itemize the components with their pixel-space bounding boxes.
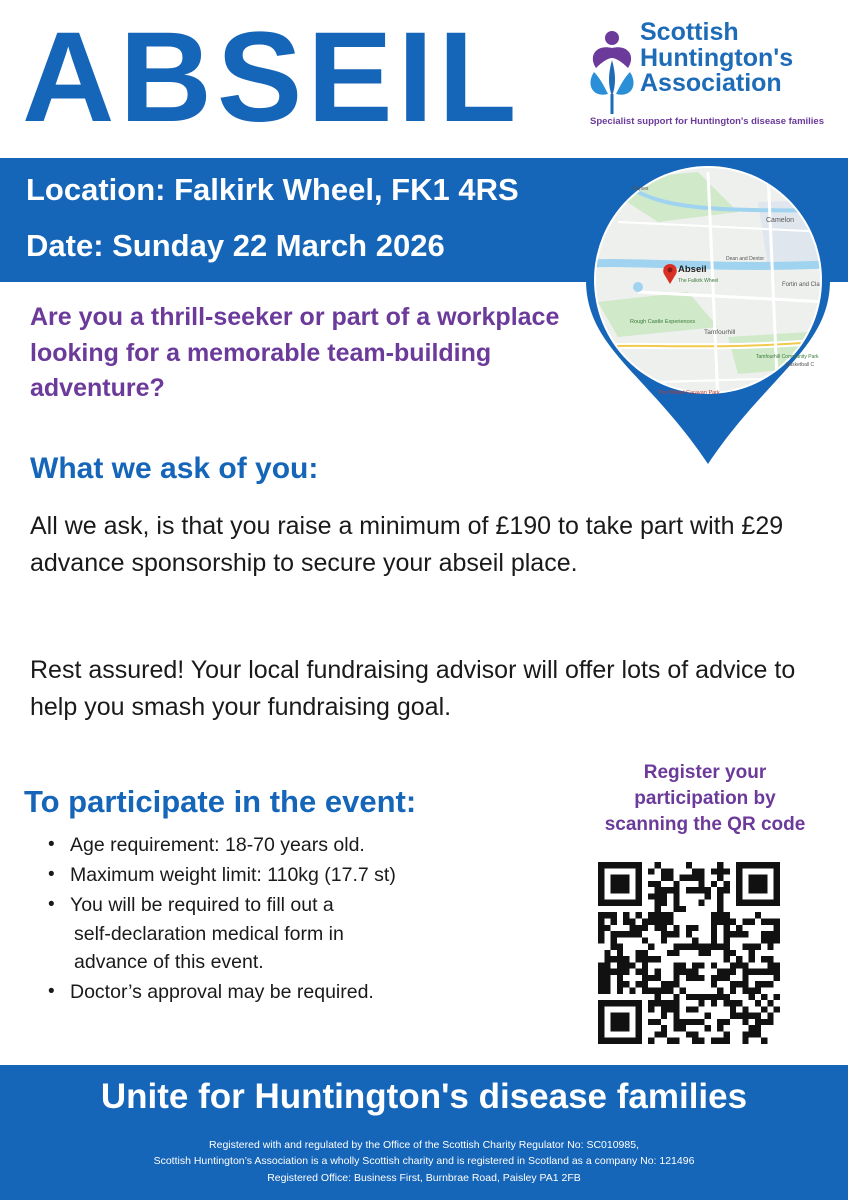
logo-wordmark <box>640 20 793 97</box>
list-item <box>48 978 518 1007</box>
map-label-tamfourhill: Tamfourhill <box>704 329 736 336</box>
requirement-medical-line-1: You will be required to fill out a <box>70 893 334 916</box>
footer-legal <box>0 1137 848 1186</box>
map-label-camelon: Camelon <box>766 217 795 224</box>
ask-paragraph: All we ask, is that you raise a minimum of £190 to take part with £29 advance sponsorship to secure your abseil place. <box>30 512 784 577</box>
legal-line-1: Registered with and regulated by the Office of the Scottish Charity Regulator No: SC010985, <box>209 1139 639 1151</box>
sha-logo <box>582 18 832 136</box>
map-label-community-park: Tamfourhill Community Park <box>756 354 819 360</box>
requirement-doctor: Doctor’s approval may be required. <box>70 981 374 1004</box>
logo-tagline: Specialist support for Huntington's disease families <box>590 116 824 127</box>
register-line-3: scanning the QR code <box>604 814 806 836</box>
map-label-basketball: Basketball C <box>786 362 815 368</box>
map-label-falkirk-wheel: The Falkirk Wheel <box>678 278 719 284</box>
ask-heading: What we ask of you: <box>30 452 319 485</box>
register-line-1: Register your <box>643 762 767 783</box>
map-label-dean: Dean and Dentor <box>726 256 765 262</box>
map-pin <box>578 152 838 472</box>
legal-line-3: Registered Office: Business First, Burnbrae Road, Paisley PA1 2FB <box>267 1171 581 1184</box>
event-location: Location: Falkirk Wheel, FK1 4RS <box>26 172 519 207</box>
requirement-medical-line-2: self-declaration medical form in <box>74 922 344 945</box>
logo-line-1: Scottish <box>640 18 739 46</box>
registration-qr-code[interactable] <box>598 862 780 1044</box>
footer <box>0 1065 848 1200</box>
list-item <box>48 861 518 890</box>
map-label-fortin: Fortin and Cla <box>782 282 820 288</box>
requirement-age: Age requirement: 18-70 years old. <box>70 834 365 856</box>
map-label-rough-castle: Rough Castle Experiences <box>630 319 696 325</box>
reassurance-paragraph: Rest assured! Your local fundraising advisor will offer lots of advice to help you smash your fundraising goal. <box>30 656 796 721</box>
register-line-2: participation by <box>634 788 776 810</box>
legal-line-2: Scottish Huntington’s Association is a wholly Scottish charity and is registered in Scotland as a company No: 121496 <box>153 1155 695 1168</box>
participate-heading: To participate in the event: <box>24 784 417 819</box>
intro-question: Are you a thrill-seeker or part of a workplace looking for a memorable team-building adventure? <box>30 303 560 402</box>
logo-line-3: Association <box>640 69 782 97</box>
footer-title: Unite for Huntington's disease families <box>100 1077 748 1116</box>
event-date: Date: Sunday 22 March 2026 <box>26 228 445 263</box>
requirement-medical-line-3: advance of this event. <box>74 951 264 974</box>
list-item <box>48 891 518 978</box>
requirement-weight: Maximum weight limit: 110kg (17.7 st) <box>70 863 396 886</box>
map-label-abseil: Abseil <box>678 264 707 275</box>
logo-flower-icon <box>582 24 642 116</box>
map-label-caravan-park: The Wheel Caravan Park <box>658 390 720 396</box>
list-item <box>48 831 518 860</box>
map-label-kelpies: Kelpies <box>632 186 649 192</box>
page-title: ABSEIL <box>22 6 522 149</box>
requirements-list <box>48 831 518 1008</box>
logo-line-2: Huntington's <box>640 43 794 72</box>
register-prompt <box>580 760 830 839</box>
